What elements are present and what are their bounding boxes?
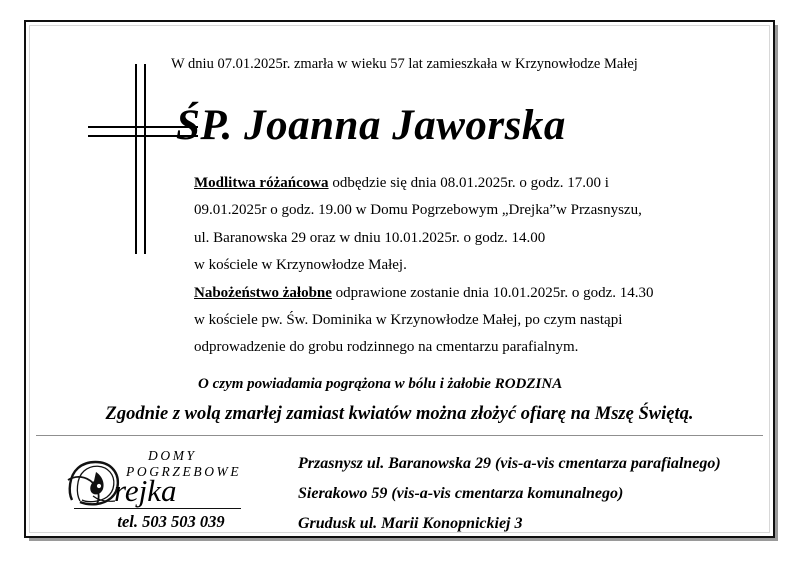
flowers-request-line: Zgodnie z wolą zmarłej zamiast kwiatów można złożyć ofiarę na Mszę Świętą.: [105, 404, 694, 424]
logo-brand-name: rejka: [114, 473, 177, 508]
death-announcement-line: W dniu 07.01.2025r. zmarła w wieku 57 lat zamieszkała w Krzynowłodze Małej: [171, 56, 638, 72]
branch-address-list: [298, 449, 778, 539]
rosary-label: Modlitwa różańcowa: [194, 175, 329, 191]
branch-address: Przasnysz ul. Baranowska 29 (vis-a-vis cmentarza parafialnego): [298, 455, 721, 472]
mass-detail: odprawione zostanie dnia 10.01.2025r. o godz. 14.30: [331, 284, 654, 301]
logo-line-pogrzebowe: POGRZEBOWE: [126, 464, 242, 479]
rosary-line-1: [194, 170, 794, 197]
logo-phone-number: tel. 503 503 039: [117, 512, 225, 531]
christian-cross-icon: [88, 64, 198, 254]
family-notice-line: O czym powiadamia pogrążona w bólu i żałobie RODZINA: [198, 376, 563, 392]
funeral-home-logo: [66, 444, 266, 532]
mass-label: Nabożeństwo żałobne: [194, 284, 332, 301]
service-details: [194, 170, 794, 362]
mass-line-2: w kościele pw. Św. Dominika w Krzynowłodze Małej, po czym nastąpi: [194, 312, 623, 329]
funeral-notice-card: [24, 20, 775, 538]
mass-line-3: odprowadzenie do grobu rodzinnego na cmentarzu parafialnym.: [194, 339, 579, 356]
cross-vertical-line-right: [144, 64, 146, 254]
deceased-name: ŚP. Joanna Jaworska: [176, 102, 566, 149]
logo-underline: [74, 508, 241, 509]
rosary-line-2: 09.01.2025r o godz. 19.00 w Domu Pogrzebowym „Drejka”w Przasnyszu,: [194, 202, 642, 219]
section-divider: [36, 435, 763, 436]
logo-line-domy: DOMY: [148, 448, 197, 463]
branch-address: Grudusk ul. Marii Konopnickiej 3: [298, 515, 523, 532]
rosary-line-4: w kościele w Krzynowłodze Małej.: [194, 257, 407, 274]
rosary-line-3: ul. Baranowska 29 oraz w dniu 10.01.2025r. o godz. 14.00: [194, 229, 546, 246]
mass-line-1: [194, 280, 794, 307]
branch-address: Sierakowo 59 (vis-a-vis cmentarza komunalnego): [298, 485, 624, 502]
rosary-detail: odbędzie się dnia 08.01.2025r. o godz. 17.00 i: [328, 175, 609, 191]
cross-vertical-line-left: [135, 64, 137, 254]
